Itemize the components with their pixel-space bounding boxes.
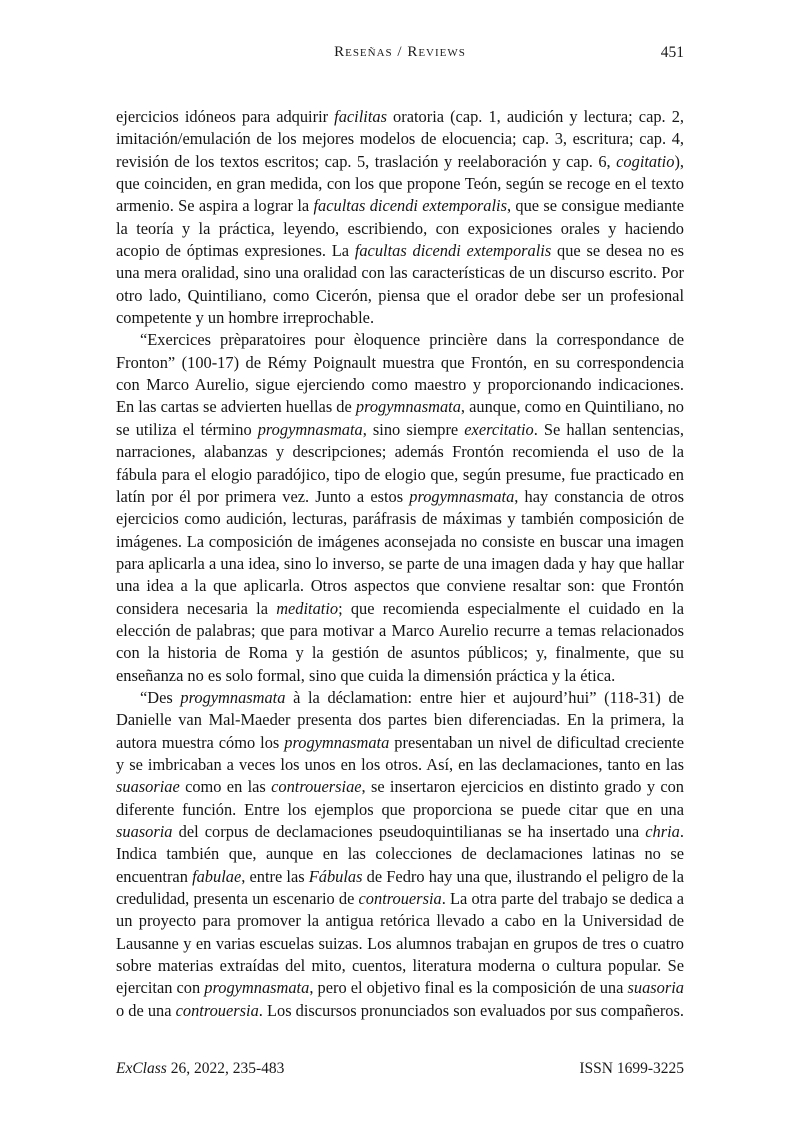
text-run: à la déclamation: entre hier et aujourd’hui” (118-31) de Danielle van Mal-Maeder presenta dos partes bien diferenciadas. En la primera, la autora muestra cómo los (116, 687, 684, 752)
italic-term: chria (645, 822, 680, 841)
journal-reference (116, 1060, 284, 1078)
text-run: . Se hallan sentencias, narraciones, alabanzas y descripciones; además Frontón recomienda el uso de la fábula para el elogio paradójico, tipo de elogio que, según presume, fue practicado en latín por él por primera vez. Junto a estos (116, 419, 684, 506)
italic-term: controuersia (175, 1000, 259, 1020)
text-run: , que se consigue mediante la teoría y la práctica, leyendo, escribiendo, con exposiciones orales y haciendo acopio de óptimas expresiones. La (116, 196, 684, 261)
journal-issue-info: 26, 2022, 235-483 (166, 1060, 285, 1077)
italic-term: progymnasmata (355, 397, 461, 417)
paragraph (116, 106, 684, 329)
italic-term: meditatio (276, 598, 339, 618)
text-run: o de una (116, 1000, 176, 1020)
text-run: , se insertaron ejercicios en distinto grado y con diferente función. Entre los ejemplos que proporciona se puede citar que en una (116, 777, 684, 819)
text-run: . Los discursos pronunciados son evaluados por sus compañeros. (258, 1000, 684, 1020)
running-head (116, 44, 684, 64)
italic-term: suasoria (627, 978, 684, 998)
text-run: , entre las (241, 866, 309, 886)
italic-term: progymnasmata (204, 978, 310, 998)
italic-term: progymnasmata (257, 419, 363, 439)
text-run: presentaban un nivel de dificultad creciente y se imbricaban a veces los unos en los otros. Así, en las declamaciones, tanto en las (116, 732, 684, 774)
italic-term: facilitas (334, 107, 387, 126)
text-run: oratoria (cap. 1, audición y lectura; cap. 2, imitación/emulación de los mejores modelos de elocuencia; cap. 3, escritura; cap. 4, revisión de los textos escritos; cap. 5, traslación y reelaboración y cap. 6, (116, 107, 685, 171)
text-run: como en las (179, 777, 272, 797)
journal-name: ExClass (116, 1060, 167, 1077)
text-run: ; que recomienda especialmente el cuidado en la elección de palabras; que para motivar a Marco Aurelio recurre a temas relacionados con la historia de Roma y la gestión de asuntos públicos; y, finalmente, que su enseñanza no es solo formal, sino que cuida la dimensión práctica y la ética. (116, 598, 684, 685)
text-run: , pero el objetivo final es la composición de una (309, 978, 628, 998)
text-run: , hay constancia de otros ejercicios como audición, lecturas, paráfrasis de máximas y también composición de imágenes. La composición de imágenes aconsejada no consiste en buscar una imagen para aplicarla a una idea, sino lo inverso, se parte de una imagen dada y hay que hallar una idea a la que aplicarla. Otros aspectos que conviene resaltar son: que Frontón considera necesaria la (116, 486, 685, 618)
text-run: del corpus de declamaciones pseudoquintilianas se ha insertado una (172, 822, 646, 841)
text-run: “Des (140, 687, 181, 707)
italic-term: exercitatio (464, 419, 534, 439)
page-number: 451 (660, 44, 684, 61)
body-text (116, 106, 684, 1022)
paragraph (116, 329, 684, 687)
italic-term: suasoriae (116, 777, 180, 797)
italic-term: controuersia (358, 889, 442, 909)
italic-term: progymnasmata (284, 732, 390, 752)
italic-term: facultas dicendi extemporalis (354, 241, 552, 261)
text-run: que se desea no es una mera oralidad, sino una oralidad con las características de un discurso escrito. Por otro lado, Quintiliano, como Cicerón, piensa que el orador debe ser un profesional competente y un hombre irreprochable. (116, 241, 684, 328)
text-run: de Fedro hay una que, ilustrando el peligro de la credulidad, presenta un escenario de (116, 866, 685, 909)
italic-term: controuersiae (271, 777, 362, 797)
italic-term: cogitatio (616, 151, 675, 171)
running-title: Reseñas / Reviews (334, 44, 466, 60)
text-run: “Exercices prèparatoires pour èloquence princière dans la correspondance de Fronton” (100-17) de Rémy Poignault muestra que Frontón, en su correspondencia con Marco Aurelio, sigue ejerciendo como maestro y proporcionando indicaciones. En las cartas se advierten huellas de (116, 330, 684, 417)
text-run: ejercicios idóneos para adquirir (116, 107, 335, 126)
text-run: , sino siempre (362, 419, 465, 439)
text-run: . Indica también que, aunque en las colecciones de declamaciones latinas no se encuentran (116, 822, 684, 886)
text-run: , aunque, como en Quintiliano, no se utiliza el término (116, 397, 684, 439)
italic-term: suasoria (116, 822, 173, 841)
italic-term: facultas dicendi extemporalis (313, 196, 507, 216)
italic-term: Fábulas (308, 866, 363, 886)
text-run: ), que coinciden, en gran medida, con los que propone Teón, según se recoge en el texto armenio. Se aspira a lograr la (116, 151, 684, 216)
issn-label: ISSN 1699-3225 (579, 1060, 684, 1077)
text-run: . La otra parte del trabajo se dedica a un proyecto para promover la antigua retórica llevado a cabo en la Universidad de Lausanne y en varias escuelas suizas. Los alumnos trabajan en grupos de tres o cuatro sobre materias extraídas del mito, cuentos, literatura moderna o cultura popular. Se ejercitan con (116, 889, 685, 998)
italic-term: fabulae (192, 866, 242, 886)
paragraph (116, 687, 684, 1022)
italic-term: progymnasmata (409, 486, 515, 506)
italic-term: progymnasmata (180, 687, 286, 707)
